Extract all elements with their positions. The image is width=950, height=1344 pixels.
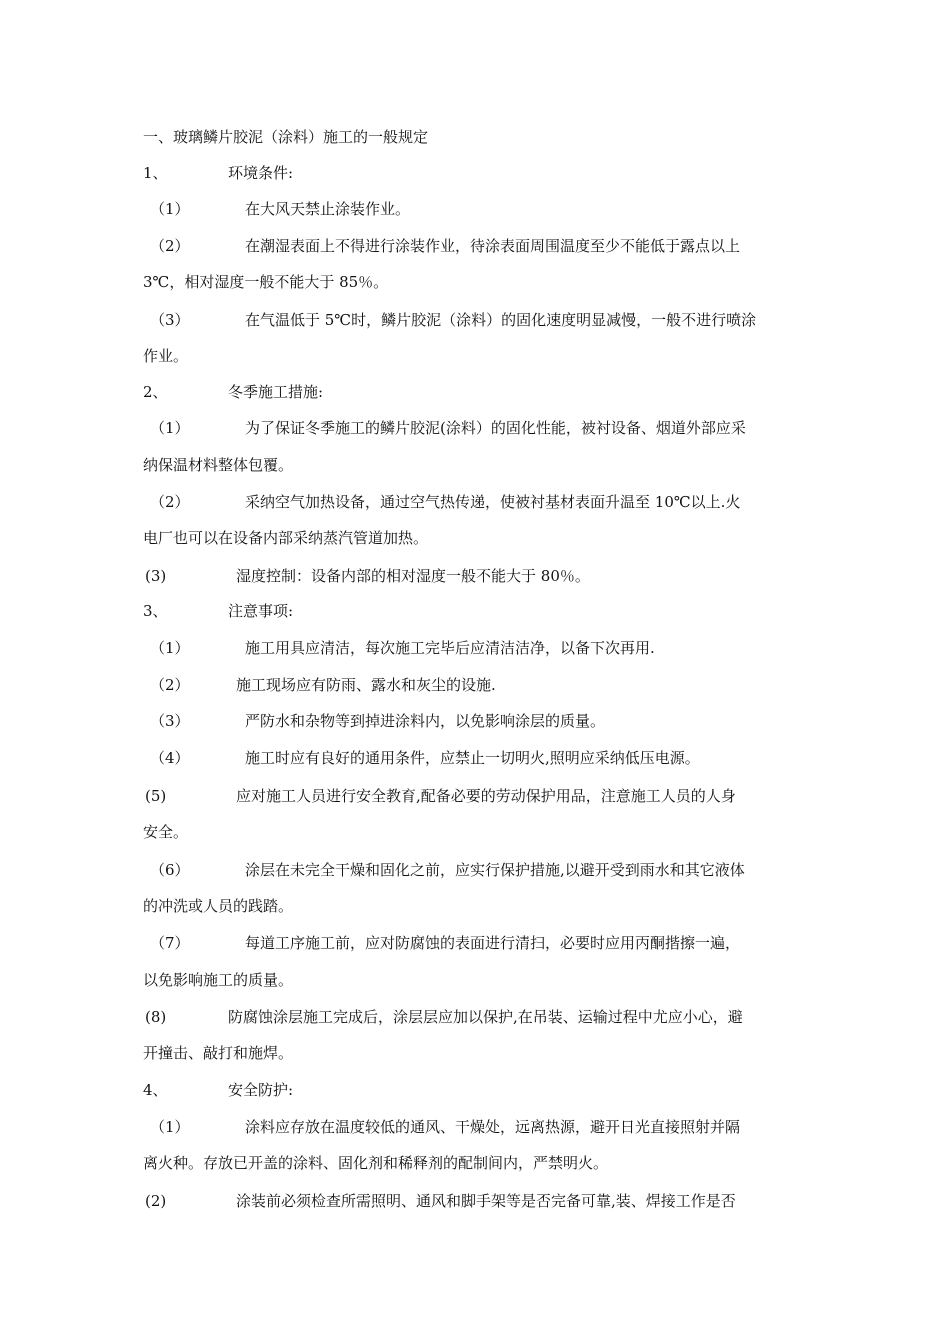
item-number: （6） — [150, 861, 190, 879]
section-heading: 冬季施工措施: — [228, 383, 324, 401]
item-text: 应对施工人员进行安全教育,配备必要的劳动保护用品，注意施工人员的人身 — [236, 787, 736, 805]
item-text: 每道工序施工前，应对防腐蚀的表面进行清扫，必要时应用丙酮揩擦一遍， — [245, 934, 741, 952]
item-text: 在大风天禁止涂装作业。 — [245, 200, 411, 218]
item-text: 防腐蚀涂层施工完成后，涂层层应加以保护,在吊装、运输过程中尤应小心，避 — [228, 1008, 743, 1026]
item-text-continued: 开撞击、敲打和施焊。 — [143, 1044, 294, 1062]
item-number: （2） — [150, 237, 190, 255]
item-number: （1） — [150, 419, 190, 437]
item-number: （7） — [150, 934, 190, 952]
section-number: 1、 — [143, 164, 168, 182]
item-text: 施工现场应有防雨、露水和灰尘的设施. — [236, 676, 496, 694]
item-text-continued: 离火种。存放已开盖的涂料、固化剂和稀释剂的配制间内，严禁明火。 — [143, 1154, 609, 1172]
item-text-continued: 的冲洗或人员的践踏。 — [143, 897, 294, 915]
item-text-continued: 3℃，相对湿度一般不能大于 85％。 — [143, 273, 389, 291]
item-number: （2） — [150, 493, 190, 511]
item-text: 施工用具应清洁，每次施工完毕后应清洁洁净，以备下次再用. — [245, 639, 655, 657]
item-number: （4） — [150, 749, 190, 767]
doc-title: 一、玻璃鳞片胶泥（涂料）施工的一般规定 — [143, 128, 429, 146]
item-text: 涂装前必须检查所需照明、通风和脚手架等是否完备可靠,装、焊接工作是否 — [236, 1192, 736, 1210]
item-text: 采纳空气加热设备，通过空气热传递，使被衬基材表面升温至 10℃以上.火 — [245, 493, 741, 511]
item-number: (5) — [145, 787, 167, 805]
item-number: （1） — [150, 639, 190, 657]
item-number: (2) — [145, 1192, 167, 1210]
item-text-continued: 纳保温材料整体包覆。 — [143, 456, 294, 474]
item-text-continued: 以免影响施工的质量。 — [143, 971, 294, 989]
item-text-continued: 安全。 — [143, 823, 189, 841]
section-heading: 注意事项: — [228, 602, 294, 620]
section-heading: 环境条件: — [228, 164, 294, 182]
item-number: （2） — [150, 676, 190, 694]
section-number: 3、 — [143, 602, 168, 620]
item-text-continued: 作业。 — [143, 347, 189, 365]
item-number: （3） — [150, 311, 190, 329]
item-text: 湿度控制：设备内部的相对湿度一般不能大于 80％。 — [236, 567, 590, 585]
item-number: （1） — [150, 200, 190, 218]
item-number: (3) — [145, 567, 167, 585]
item-number: （3） — [150, 712, 190, 730]
item-text: 为了保证冬季施工的鳞片胶泥(涂料）的固化性能，被衬设备、烟道外部应采 — [245, 419, 746, 437]
item-text-continued: 电厂也可以在设备内部采纳蒸汽管道加热。 — [143, 529, 429, 547]
item-number: (8) — [145, 1008, 167, 1026]
section-number: 4、 — [143, 1081, 168, 1099]
item-text: 严防水和杂物等到掉进涂料内，以免影响涂层的质量。 — [245, 712, 606, 730]
item-text: 涂层在未完全干燥和固化之前，应实行保护措施,以避开受到雨水和其它液体 — [245, 861, 745, 879]
section-heading: 安全防护: — [228, 1081, 294, 1099]
item-number: （1） — [150, 1118, 190, 1136]
item-text: 在气温低于 5℃时，鳞片胶泥（涂料）的固化速度明显减慢，一般不进行喷涂 — [245, 311, 757, 329]
item-text: 涂料应存放在温度较低的通风、干燥处，远离热源，避开日光直接照射并隔 — [245, 1118, 741, 1136]
item-text: 施工时应有良好的通用条件，应禁止一切明火,照明应采纳低压电源。 — [245, 749, 700, 767]
section-number: 2、 — [143, 383, 168, 401]
item-text: 在潮湿表面上不得进行涂装作业，待涂表面周围温度至少不能低于露点以上 — [245, 237, 741, 255]
